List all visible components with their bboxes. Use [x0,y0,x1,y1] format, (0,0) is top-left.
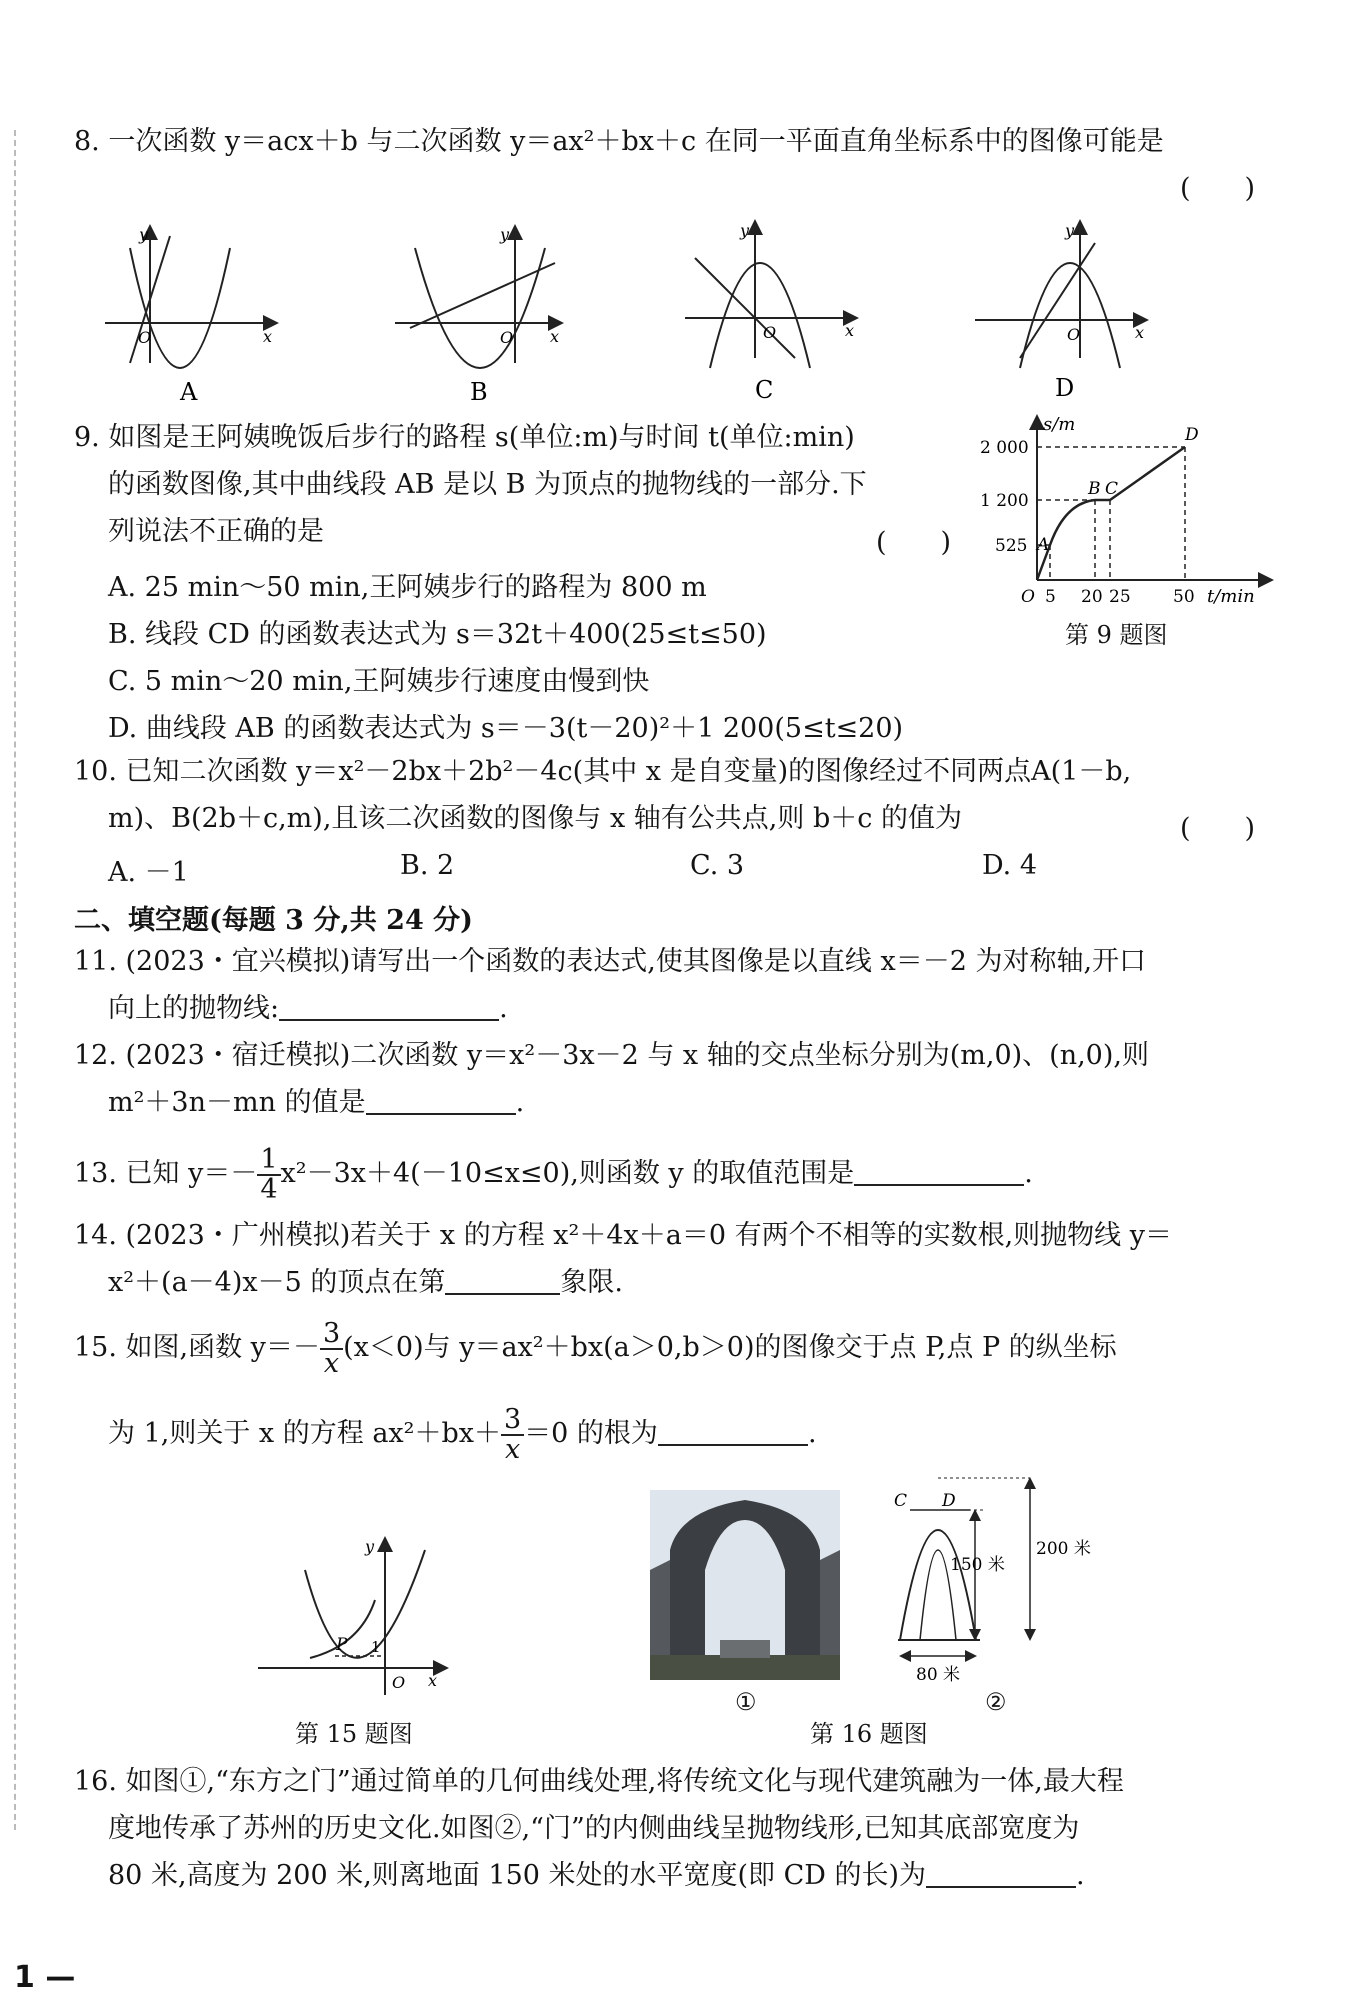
q16-point-c: C [894,1491,908,1511]
q9-x-tick-50: 50 [1173,587,1195,607]
q9-y-tick-1200: 1 200 [980,491,1029,511]
section-fill-in-title: 二、填空题(每题 3 分,共 24 分) [74,905,473,936]
q12-stem-2-text: m²＋3n－mn 的值是 [108,1087,366,1118]
q16-stem-2: 度地传承了苏州的历史文化.如图②,“门”的内侧曲线呈抛物线形,已知其底部宽度为 [108,1813,1080,1844]
q8-graph-d-y: y [1065,221,1075,240]
q16-figure-label-1: ① [735,1688,757,1716]
q9-y-tick-2000: 2 000 [980,438,1029,458]
q8-graph-b-x: x [550,327,560,346]
q12-answer-blank[interactable] [366,1085,516,1115]
q8-graph-d [975,223,1145,368]
q13-post: x²－3x＋4(－10≤x≤0),则函数 y 的取值范围是 [280,1158,855,1189]
q12-end: . [515,1087,525,1118]
q15-end: . [807,1418,817,1449]
q15-fig-x: x [428,1671,438,1690]
q16-point-d: D [942,1491,956,1511]
q9-origin: O [1021,587,1035,607]
q8-graph-d-o: O [1067,325,1081,344]
q9-option-c: C. 5 min～20 min,王阿姨步行速度由慢到快 [108,666,650,697]
q8-option-c-label: C [755,376,774,404]
q16-figure-caption: 第 16 题图 [810,1720,928,1748]
q9-figure [975,410,1280,610]
q8-graph-c-o: O [763,323,777,342]
q13-frac-den: 4 [260,1173,278,1205]
q15-line2-pre: 为 1,则关于 x 的方程 ax²＋bx＋ [108,1418,501,1449]
q9-point-a: A [1037,535,1050,555]
q15-frac2-den: x [504,1433,521,1465]
q11-answer-blank[interactable] [279,991,499,1021]
q15-answer-blank[interactable] [658,1416,808,1446]
q16-figure-label-2: ② [985,1688,1007,1716]
q9-y-axis-label: s/m [1043,414,1076,435]
q9-option-d: D. 曲线段 AB 的函数表达式为 s＝－3(t－20)²＋1 200(5≤t≤20) [108,713,904,744]
q14-stem-2a: x²＋(a－4)x－5 的顶点在第 [108,1267,446,1298]
q10-option-a: A. －1 [108,857,189,888]
page-number: 1 — [14,1960,76,1995]
q9-figure-caption: 第 9 题图 [1065,621,1168,649]
q15-stem-1 [74,1318,1117,1378]
q9-option-a: A. 25 min～50 min,王阿姨步行的路程为 800 m [108,572,707,603]
q13-pre: 13. 已知 y＝－ [74,1158,258,1189]
q9-point-c: C [1105,479,1119,499]
q9-x-axis-label: t/min [1207,586,1255,607]
q9-point-d: D [1185,425,1199,445]
q8-option-a-label: A [180,378,198,406]
q8-option-d-label: D [1055,374,1075,402]
q15-fig-o: O [392,1673,406,1692]
q11-stem-1: 11. (2023・宜兴模拟)请写出一个函数的表达式,使其图像是以直线 x＝－2 为对称轴,开口 [74,946,1147,977]
q16-width-80: 80 米 [916,1665,961,1685]
q16-answer-blank[interactable] [926,1858,1076,1888]
q16-gate-photo [650,1490,840,1680]
q13-stem [74,1144,1033,1204]
q13-end: . [1024,1158,1033,1189]
q9-stem-1: 9. 如图是王阿姨晚饭后步行的路程 s(单位:m)与时间 t(单位:min) [74,422,855,453]
q9-x-tick-20: 20 [1081,587,1103,607]
q8-graph-d-x: x [1135,323,1145,342]
q15-post: (x＜0)与 y＝ax²＋bx(a＞0,b＞0)的图像交于点 P,点 P 的纵坐标 [343,1332,1117,1363]
q9-stem-3: 列说法不正确的是 [108,516,324,547]
q16-stem-3-text: 80 米,高度为 200 米,则离地面 150 米处的水平宽度(即 CD 的长)为 [108,1860,927,1891]
q14-stem-2 [108,1263,623,1303]
q9-y-tick-525: 525 [995,536,1028,556]
q15-fig-y: y [365,1537,375,1556]
q15-pre: 15. 如图,函数 y＝－ [74,1332,320,1363]
q8-graph-a [105,228,275,368]
q13-frac-num: 1 [257,1146,280,1176]
q15-fig-p: P [336,1635,348,1655]
q15-frac2-num: 3 [501,1406,524,1436]
q8-answer-paren: ( ) [1180,173,1256,204]
q15-frac1-den: x [323,1347,340,1379]
q15-fig-1: 1 [371,1638,381,1656]
q15-figure-caption: 第 15 题图 [295,1720,413,1748]
q14-stem-1: 14. (2023・广州模拟)若关于 x 的方程 x²＋4x＋a＝0 有两个不相等的实数根,则抛物线 y＝ [74,1220,1173,1251]
q8-graph-a-x: x [263,327,273,346]
q9-option-b: B. 线段 CD 的函数表达式为 s＝32t＋400(25≤t≤50) [108,619,767,650]
q16-height-150: 150 米 [950,1555,1005,1575]
q15-stem-2 [108,1404,817,1464]
q16-parabola-diagram [890,1470,1110,1690]
q8-graph-c-x: x [845,321,855,340]
q9-x-tick-25: 25 [1109,587,1131,607]
q15-figure [250,1530,450,1700]
q15-fraction-2 [501,1403,524,1465]
q8-graph-c-y: y [740,221,750,240]
q8-stem: 8. 一次函数 y＝acx＋b 与二次函数 y＝ax²＋bx＋c 在同一平面直角坐标系中的图像可能是 [74,126,1164,157]
q13-fraction [257,1143,280,1205]
q11-end: . [499,993,508,1024]
q16-height-200: 200 米 [1036,1539,1091,1559]
q8-graph-b-y: y [500,225,510,244]
q13-answer-blank[interactable] [854,1156,1024,1186]
q11-stem-2 [108,989,508,1029]
q15-frac1-num: 3 [320,1320,343,1350]
q15-fraction-1 [320,1317,343,1379]
binding-margin-line [14,130,16,1830]
q14-answer-blank[interactable] [445,1265,560,1295]
q10-stem-2: m)、B(2b＋c,m),且该二次函数的图像与 x 轴有公共点,则 b＋c 的值为 [108,803,962,834]
q16-gate-photo-drawing [650,1490,840,1680]
q12-stem-2 [108,1083,524,1123]
q8-graph-c [685,223,855,368]
q16-stem-3 [108,1856,1085,1896]
q10-answer-paren: ( ) [1180,813,1256,844]
q10-option-c: C. 3 [690,850,745,881]
q8-option-b-label: B [470,378,488,406]
q9-x-tick-5: 5 [1045,587,1056,607]
q8-graph-b [395,228,560,368]
q9-point-b: B [1088,479,1101,499]
q12-stem-1: 12. (2023・宿迁模拟)二次函数 y＝x²－3x－2 与 x 轴的交点坐标分别为(m,0)、(n,0),则 [74,1040,1149,1071]
q11-stem-2-text: 向上的抛物线: [108,993,280,1024]
q10-option-b: B. 2 [400,850,455,881]
q10-stem-1: 10. 已知二次函数 y＝x²－2bx＋2b²－4c(其中 x 是自变量)的图像经过不同两点A(1－b, [74,756,1132,787]
q8-graph-a-y: y [139,225,149,244]
q16-stem-1: 16. 如图①,“东方之门”通过简单的几何曲线处理,将传统文化与现代建筑融为一体,最大程 [74,1766,1124,1797]
q9-answer-paren: ( ) [876,527,952,558]
q9-stem-2: 的函数图像,其中曲线段 AB 是以 B 为顶点的抛物线的一部分.下 [108,469,867,500]
q10-option-d: D. 4 [982,850,1038,881]
q8-graph-a-o: O [138,328,152,347]
q15-line2-post: ＝0 的根为 [524,1418,658,1449]
q14-stem-2b: 象限. [560,1267,623,1298]
q8-graph-b-o: O [500,328,514,347]
q16-end: . [1076,1860,1085,1891]
q8-option-graphs [95,218,1155,408]
